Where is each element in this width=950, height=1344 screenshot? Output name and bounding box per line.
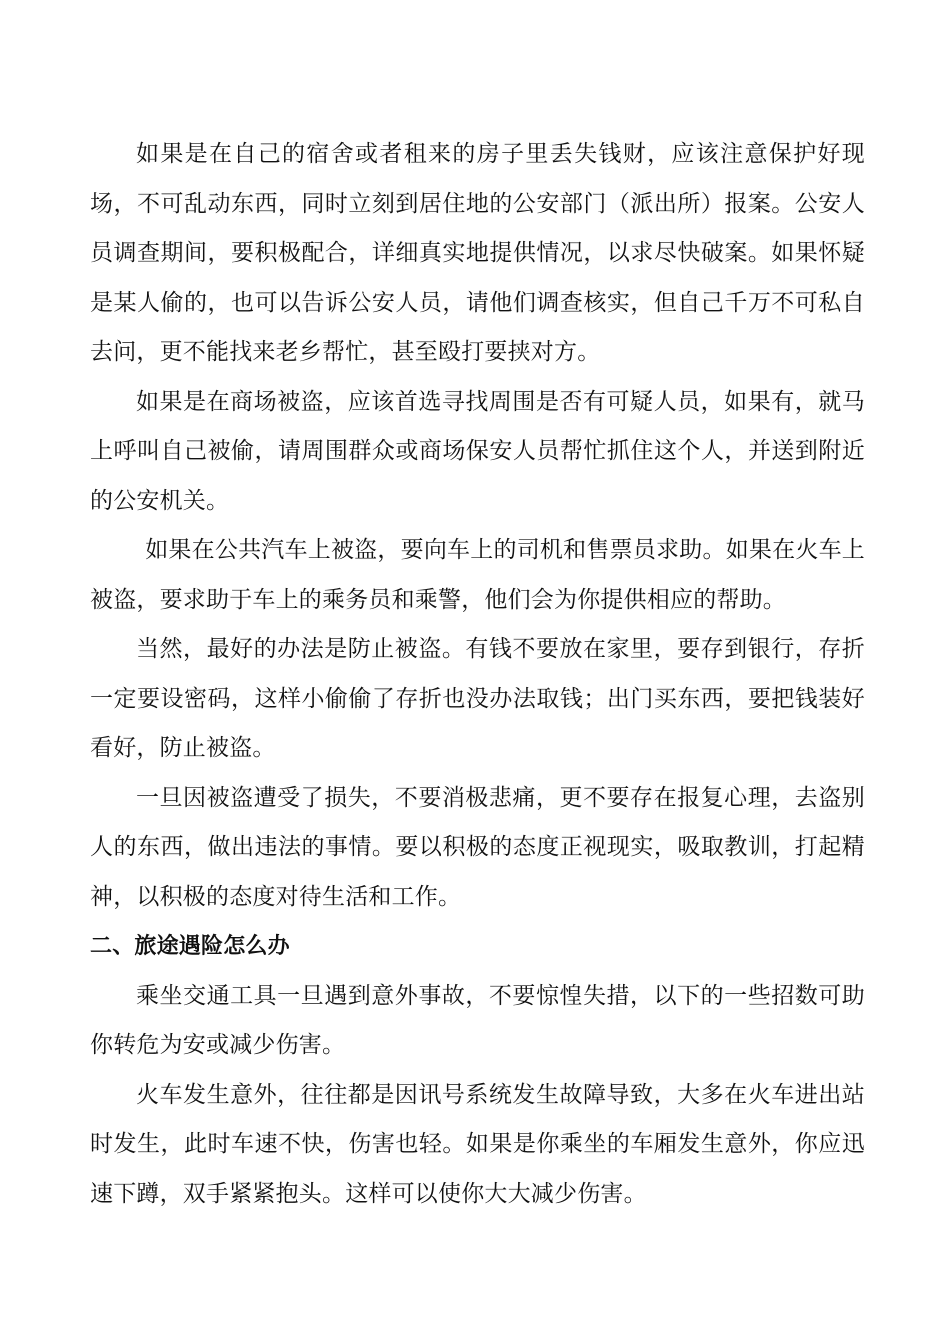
paragraph-theft-on-transport: 如果在公共汽车上被盗，要向车上的司机和售票员求助。如果在火车上被盗，要求助于车上的乘务员和乘警，他们会为你提供相应的帮助。 xyxy=(90,537,865,613)
paragraph-transport-accident: 乘坐交通工具一旦遇到意外事故，不要惊惶失措，以下的一些招数可助你转危为安或减少伤害。 xyxy=(90,982,865,1058)
paragraph-theft-at-home: 如果是在自己的宿舍或者租来的房子里丢失钱财，应该注意保护好现场，不可乱动东西，同时立刻到居住地的公安部门（派出所）报案。公安人员调查期间，要积极配合，详细真实地提供情况，以求尽快破案。如果怀疑是某人偷的，也可以告诉公安人员，请他们调查核实，但自己千万不可私自去问，更不能找来老乡帮忙，甚至殴打要挟对方。 xyxy=(90,141,865,365)
paragraph-after-theft: 一旦因被盗遭受了损失，不要消极悲痛，更不要存在报复心理，去盗别人的东西，做出违法的事情。要以积极的态度正视现实，吸取教训，打起精神，以积极的态度对待生活和工作。 xyxy=(90,784,865,910)
document-body xyxy=(90,130,865,1219)
paragraph-train-accident: 火车发生意外，往往都是因讯号系统发生故障导致，大多在火车进出站时发生，此时车速不快，伤害也轻。如果是你乘坐的车厢发生意外，你应迅速下蹲，双手紧紧抱头。这样可以使你大大减少伤害。 xyxy=(90,1081,865,1207)
section-heading: 二、旅途遇险怎么办 xyxy=(90,934,290,959)
paragraph-prevent-theft: 当然，最好的办法是防止被盗。有钱不要放在家里，要存到银行，存折一定要设密码，这样小偷偷了存折也没办法取钱；出门买东西，要把钱装好看好，防止被盗。 xyxy=(90,636,865,761)
paragraph-theft-at-mall: 如果是在商场被盗，应该首选寻找周围是否有可疑人员，如果有，就马上呼叫自己被偷，请周围群众或商场保安人员帮忙抓住这个人，并送到附近的公安机关。 xyxy=(90,388,865,514)
